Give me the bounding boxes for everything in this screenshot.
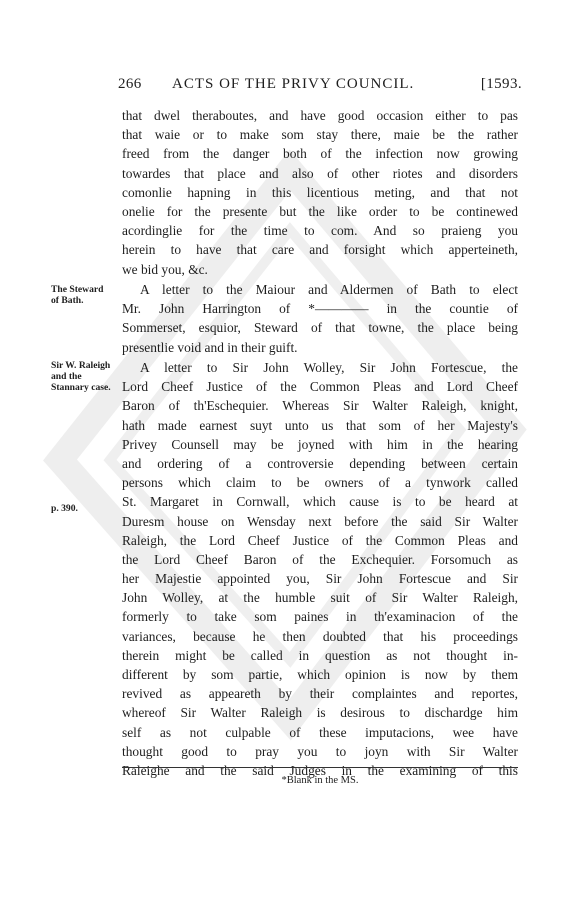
text-line: and ordering of a controversie depending between certain — [122, 455, 518, 471]
margin-note-page-ref: p. 390. — [51, 503, 78, 514]
text-line: variances, because he then doubted that his proceedings — [122, 628, 518, 644]
text-line: towardes that place and also of other riotes and disorders — [122, 165, 518, 181]
text-line: revived as appeareth by their complaintes and reportes, — [122, 686, 518, 702]
text-line: Duresm house on Wensday next before the said Sir Walter — [122, 513, 518, 529]
margin-note-line: Stannary case. — [51, 382, 111, 393]
text-line: persons which claim to be owners of a tynwork called — [122, 475, 518, 491]
text-line: whereof Sir Walter Raleigh is desirous to dischardge him — [122, 705, 518, 721]
text-line: we bid you, &c. — [122, 261, 208, 277]
text-line: A letter to Sir John Wolley, Sir John Fortescue, the — [140, 360, 518, 375]
text-line: Raleighe and the said Judges in the examining of this — [122, 762, 518, 778]
text-line: herein to have that care and forsight which apperteineth, — [122, 242, 518, 258]
paragraph-bath — [122, 280, 518, 357]
footnote-rule — [122, 767, 518, 768]
text-line: her Majestie appointed you, Sir John Fortescue and Sir — [122, 571, 518, 587]
text-line: presentlie void and in their guift. — [122, 339, 298, 355]
page-number: 266 — [118, 76, 142, 92]
text-line: the Lord Cheef Baron of the Exchequier. Forsomuch as — [122, 551, 518, 567]
text-line: thought good to pray you to joyn with Sir Walter — [122, 743, 518, 759]
text-line: therein might be called in question as not thought in- — [122, 647, 518, 663]
text-line: Privey Counsell may be joyned with him in the hearing — [122, 436, 518, 452]
text-line: onelie for the presente but the like order to be continewed — [122, 203, 518, 219]
text-line: different by som partie, which opinion is now by them — [122, 667, 518, 682]
margin-note-line: and the — [51, 371, 82, 382]
text-line: Raleigh, the Lord Cheef Justice of the Common Pleas and — [122, 532, 518, 548]
text-line: Lord Cheef Justice of the Common Pleas and Lord Cheef — [122, 379, 518, 395]
text-line: acordinglie for the time to com. And so praieng you — [122, 223, 518, 239]
margin-note-steward — [51, 284, 104, 306]
paragraph-continuation — [122, 106, 518, 279]
margin-note-raleigh — [51, 360, 111, 393]
text-line: Mr. John Harrington of *———— in the countie of — [122, 301, 518, 317]
text-line: St. Margaret in Cornwall, which cause is to be heard at — [122, 494, 518, 510]
text-line: Sommerset, esquior, Steward of that towne, the place being — [122, 320, 518, 336]
header-year: [1593. — [480, 76, 522, 92]
text-line: that waie or to make som stay there, maie be the rather — [122, 127, 518, 143]
text-line: Baron of th'Eschequier. Whereas Sir Walter Raleigh, knight, — [122, 398, 518, 414]
running-title: ACTS OF THE PRIVY COUNCIL. — [172, 76, 415, 92]
text-line: self as not culpable of these imputacions, wee have — [122, 724, 518, 740]
margin-note-line: of Bath. — [51, 295, 84, 306]
running-header — [118, 76, 522, 96]
text-line: A letter to the Maiour and Aldermen of Bath to elect — [140, 282, 518, 297]
text-line: formerly to take som paines in th'examinacion of the — [122, 609, 518, 625]
paragraph-raleigh — [122, 358, 518, 780]
text-line: comonlie hapning in this licentious meting, and that not — [122, 184, 518, 200]
margin-note-line: The Steward — [51, 284, 104, 295]
text-line: freed from the danger both of the infection now growing — [122, 146, 518, 162]
text-line: that dwel theraboutes, and have good occasion either to pas — [122, 108, 518, 123]
margin-note-line: Sir W. Raleigh — [51, 360, 111, 371]
text-line: John Wolley, at the humble suit of Sir Walter Raleigh, — [122, 590, 518, 606]
text-line: hath made earnest suyt unto us that som of her Majesty's — [122, 417, 518, 433]
footnote: *Blank in the MS. — [281, 775, 359, 786]
